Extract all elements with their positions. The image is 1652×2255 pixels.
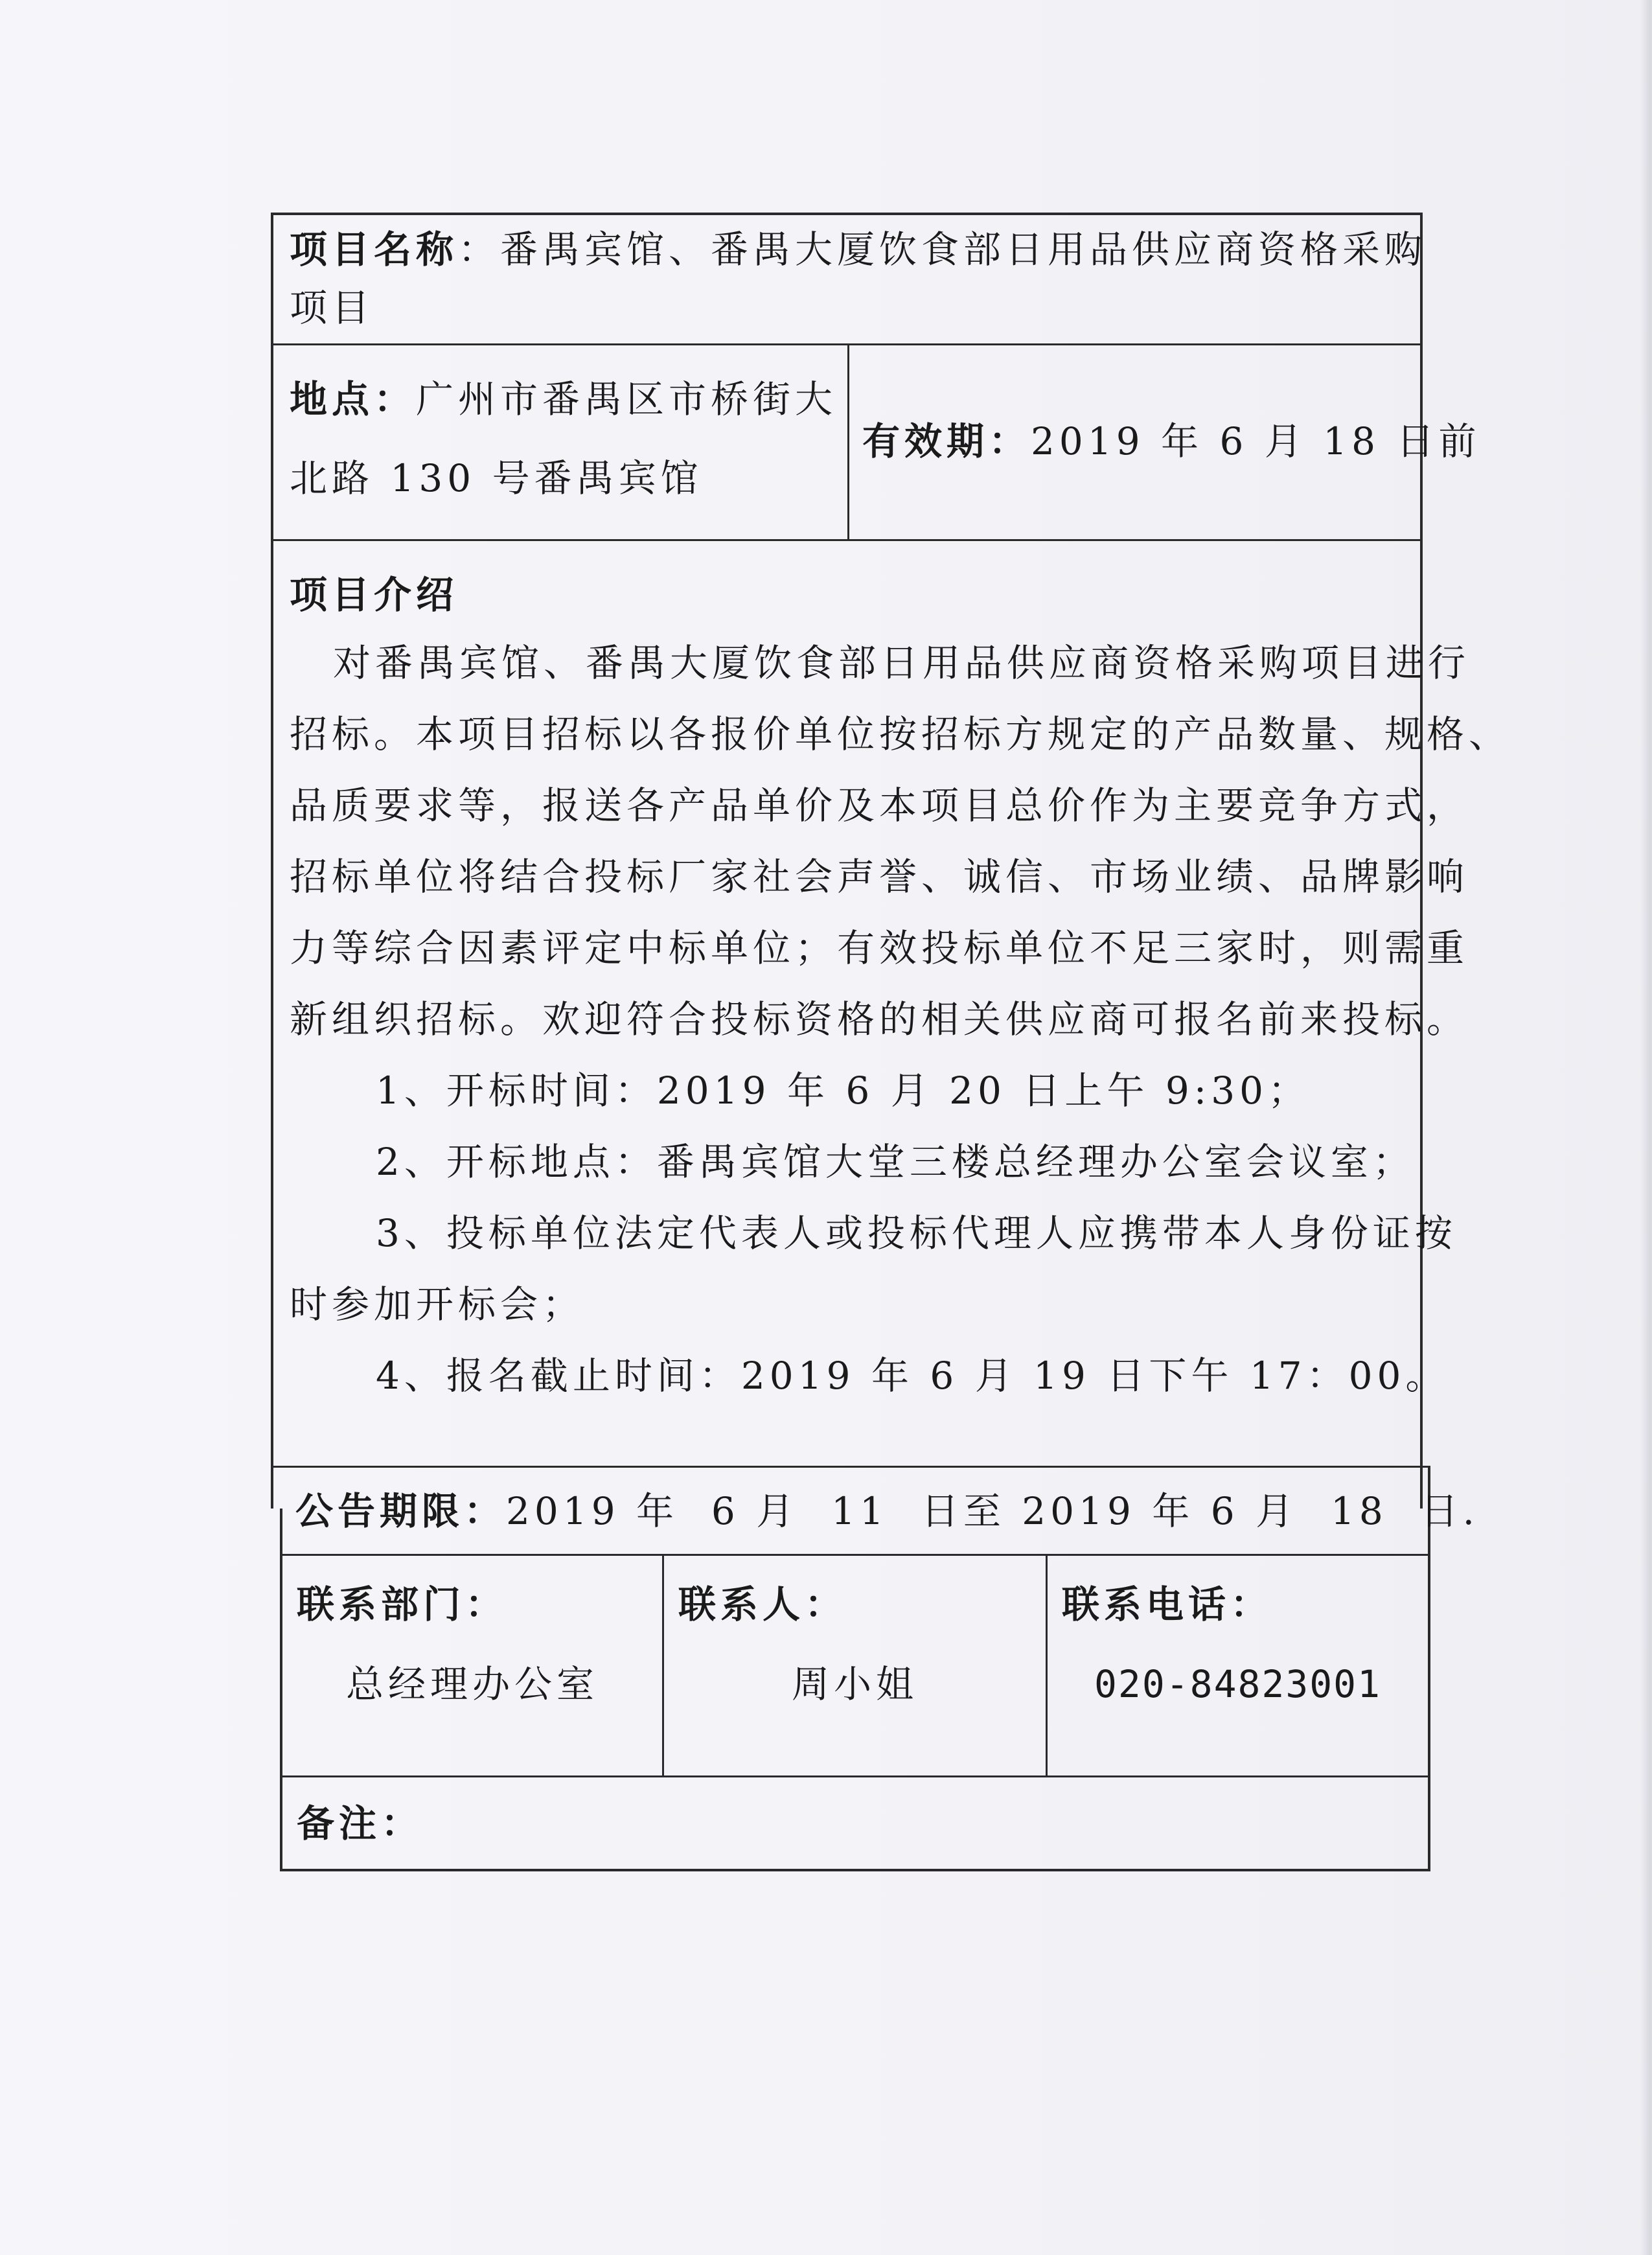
contact-person-cell <box>664 1556 1046 1775</box>
project-name-cell <box>273 215 1427 343</box>
notice-period-label: 公告期限： <box>295 1489 507 1533</box>
project-name-label: 项目名称 <box>290 227 459 272</box>
location-cell <box>273 345 847 539</box>
intro-item-3: 3、投标单位法定代表人或投标代理人应携带本人身份证按 <box>376 1211 1457 1255</box>
intro-paragraph-line: 力等综合因素评定中标单位；有效投标单位不足三家时，则需重 <box>290 926 1469 970</box>
notice-period-cell <box>282 1468 1480 1554</box>
contact-person-value: 周小姐 <box>791 1662 918 1706</box>
notice-period-value: 2019 年 6 月 11 日至 2019 年 6 月 18 日. <box>506 1489 1480 1533</box>
intro-cell <box>273 541 1511 1466</box>
intro-paragraph-line: 品质要求等，报送各产品单价及本项目总价作为主要竞争方式， <box>290 783 1469 827</box>
project-name-line2: 项目 <box>290 286 374 330</box>
contact-phone-cell <box>1048 1556 1428 1775</box>
project-name-separator: ： <box>458 227 501 272</box>
contact-phone-value: 020-84823001 <box>1094 1662 1382 1706</box>
contact-department-value: 总经理办公室 <box>345 1662 599 1706</box>
validity-cell <box>849 345 1481 539</box>
remarks-label: 备注： <box>297 1801 424 1845</box>
validity-value: 2019 年 6 月 18 日前 <box>1031 419 1481 463</box>
project-name-line1: 番禺宾馆、番禺大厦饮食部日用品供应商资格采购 <box>500 227 1427 272</box>
intro-item-4: 4、报名截止时间：2019 年 6 月 19 日下午 17：00。 <box>376 1354 1448 1398</box>
validity-label: 有效期： <box>862 419 1031 463</box>
intro-paragraph-line: 招标。本项目招标以各报价单位按招标方规定的产品数量、规格、 <box>290 712 1511 756</box>
intro-item-2: 2、开标地点：番禺宾馆大堂三楼总经理办公室会议室； <box>376 1140 1415 1184</box>
location-label: 地点： <box>290 377 417 421</box>
contact-department-cell <box>282 1556 662 1775</box>
intro-paragraph-line: 对番禺宾馆、番禺大厦饮食部日用品供应商资格采购项目进行 <box>333 641 1471 685</box>
location-line1: 广州市番禺区市桥街大 <box>416 377 838 421</box>
intro-paragraph-line: 新组织招标。欢迎符合投标资格的相关供应商可报名前来投标。 <box>290 997 1469 1041</box>
page-edge-line <box>1649 0 1652 2255</box>
remarks-cell <box>282 1777 1428 1869</box>
contact-phone-label: 联系电话： <box>1062 1582 1273 1626</box>
intro-item-1: 1、开标时间：2019 年 6 月 20 日上午 9:30； <box>376 1069 1311 1113</box>
intro-heading: 项目介绍 <box>290 573 459 617</box>
intro-item-3-continued: 时参加开标会； <box>290 1282 585 1326</box>
location-line2: 北路 130 号番禺宾馆 <box>290 456 703 500</box>
contact-department-label: 联系部门： <box>297 1582 508 1626</box>
contact-person-label: 联系人： <box>678 1582 847 1626</box>
intro-paragraph-line: 招标单位将结合投标厂家社会声誉、诚信、市场业绩、品牌影响 <box>290 855 1469 899</box>
